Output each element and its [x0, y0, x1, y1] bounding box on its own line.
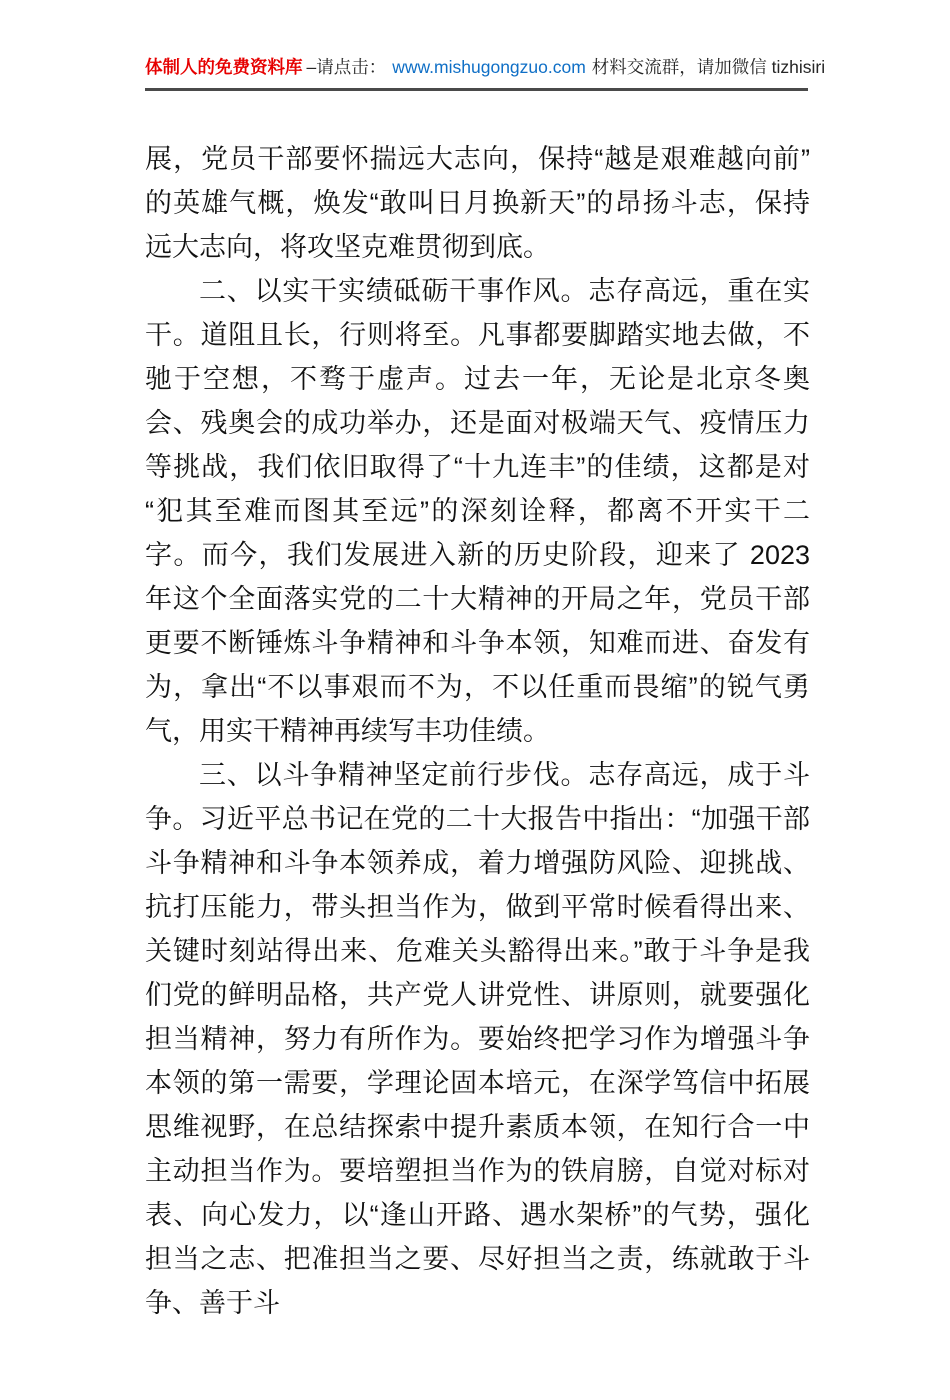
paragraph-section-three: 三、以斗争精神坚定前行步伐。志存高远，成于斗争。习近平总书记在党的二十大报告中指出：“加强干部斗争精神和斗争本领养成，着力增强防风险、迎挑战、抗打压能力，带头担当作为，做到平常时候看得出来、关键时刻站得出来、危难关头豁得出来。”敢于斗争是我们党的鲜明品格，共产党人讲党性、讲原则，就要强化担当精神，努力有所作为。要始终把学习作为增强斗争本领的第一需要，学理论固本培元，在深学笃信中拓展思维视野，在总结探索中提升素质本领，在知行合一中主动担当作为。要培塑担当作为的铁肩膀，自觉对标对表、向心发力，以“逢山开路、遇水架桥”的气势，强化担当之志、把准担当之要、尽好担当之责，练就敢于斗争、善于斗: [145, 759, 810, 1318]
document-page: [0, 56, 950, 1400]
paragraph-continuation: 展，党员干部要怀揣远大志向，保持“越是艰难越向前”的英雄气概，焕发“敢叫日月换新天”的昂扬斗志，保持远大志向，将攻坚克难贯彻到底。: [145, 143, 810, 262]
site-url-link[interactable]: www.mishugongzuo.com: [392, 57, 586, 77]
click-prompt-text: –请点击：: [306, 57, 387, 77]
document-body: [145, 137, 810, 1325]
promo-header: [145, 56, 826, 91]
paragraph-section-two: 二、以实干实绩砥砺干事作风。志存高远，重在实干。道阻且长，行则将至。凡事都要脚踏实地去做，不驰于空想，不骛于虚声。过去一年，无论是北京冬奥会、残奥会的成功举办，还是面对极端天气、疫情压力等挑战，我们依旧取得了“十九连丰”的佳绩，这都是对“犯其至难而图其至远”的深刻诠释，都离不开实干二字。而今，我们发展进入新的历史阶段，迎来了 2023 年这个全面落实党的二十大精神的开局之年，党员干部更要不断锤炼斗争精神和斗争本领，知难而进、奋发有为，拿出“不以事艰而不为，不以任重而畏缩”的锐气勇气，用实干精神再续写丰功佳绩。: [145, 275, 810, 746]
contact-info-text: 材料交流群，请加微信 tizhisiri: [591, 57, 826, 77]
site-brand-text: 体制人的免费资料库: [145, 57, 303, 77]
